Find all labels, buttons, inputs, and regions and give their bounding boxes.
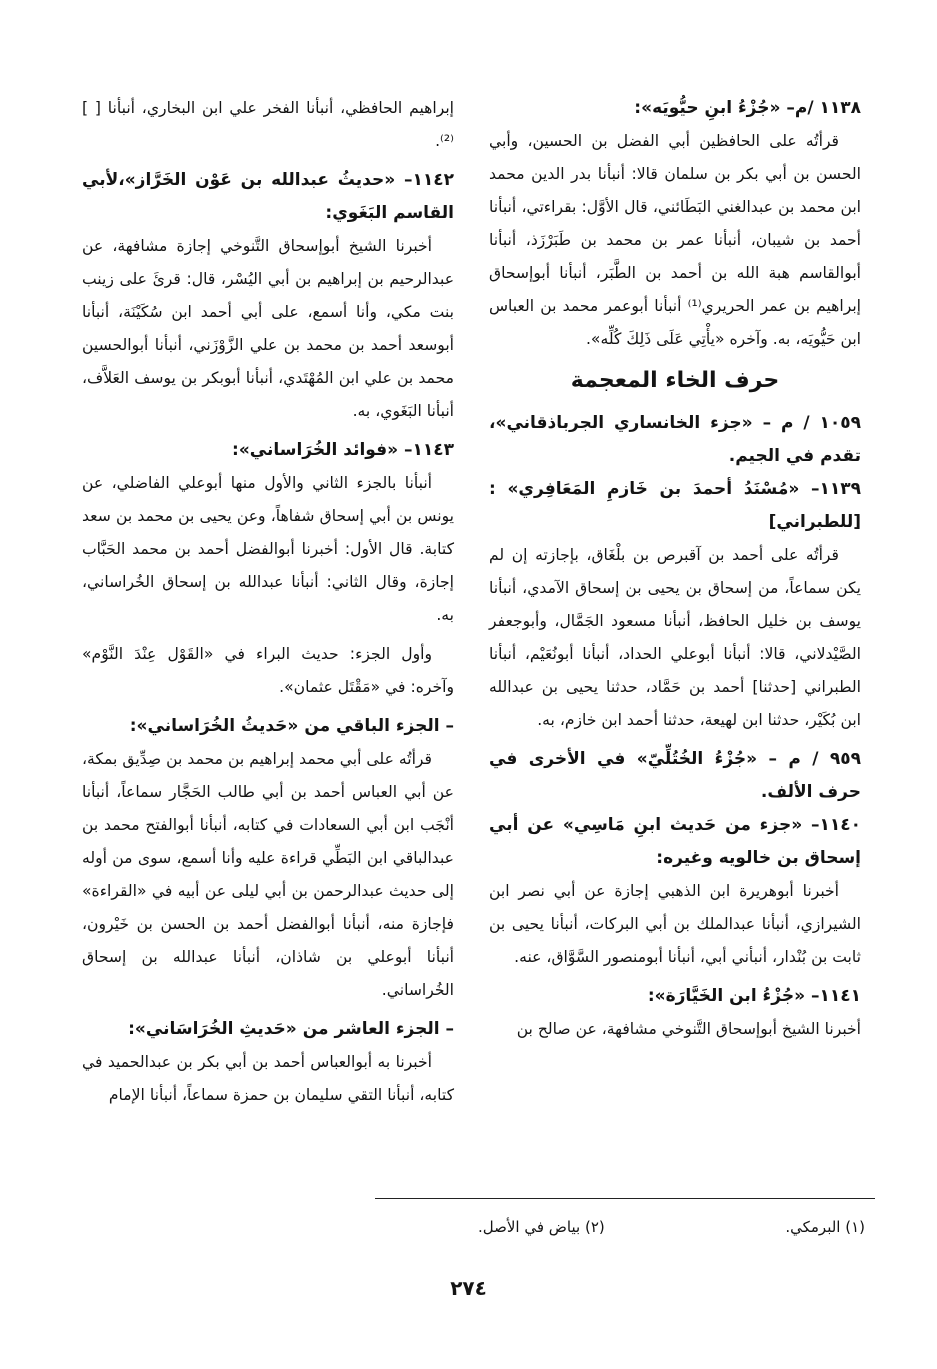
- page-number: ٢٧٤: [450, 1276, 487, 1300]
- right-column: [489, 92, 861, 1052]
- entry-1141-text: أخبرنا الشيخ أبوإسحاق التَّنوخي مشافهة، عن صالح بن: [516, 1020, 861, 1038]
- entry-1140-text: أخبرنا أبوهريرة ابن الذهبي إجازة عن أبي نصر ابن الشيرازي، أنبأنا عبدالملك بن أبي البركات، أنبأنا يحيى بن ثابت بن بُنْدار، أنبأني أبي، أنبأنا أبومنصور السَّوَّاق، عنه.: [489, 882, 861, 966]
- entry-1141-title: ١١٤١– «جُزْءُ ابن الخَيَّارَة»:: [647, 986, 861, 1006]
- part-baqi-text: قرأتُه على أبي محمد إبراهيم بن محمد بن صِدِّيق بمكة، عن أبي العباس أحمد بن أبي طالب الحَجَّار سماعاً، أنبأنا أنْجَب ابن أبي السعادات في كتابه، أنبأنا أبوالفتح محمد بن عبدالباقي ابن البَطِّي قراءة عليه وأنا أسمع، سوى من أوله إلى حديث عبدالرحمن بن أبي ليلى عن أبيه في «القراءة» فإجازة منه، أنبأنا أبوالفضل أحمد بن الحسن بن خَيْرون، أنبأنا أبوعلي بن شاذان، أنبأنا عبدالله بن إسحاق الخُراساني.: [82, 750, 454, 999]
- entry-1143-title: ١١٤٣– «فوائد الخُرَاساني»:: [232, 440, 454, 460]
- entry-1142-title: ١١٤٢– «حديثُ عبدالله بن عَوْن الخَرَّاز»،لأبي القاسم البَغَوي:: [82, 170, 454, 223]
- entry-1138-text: قرأتُه على الحافظين أبي الفضل بن الحسين، وأبي الحسن بن أبي بكر بن سلمان قالا: أنبأنا بدر الدين محمد ابن محمد بن عبدالغني البَطَائني، قال الأوَّل: بقراءتي، أنبأنا أحمد بن شيبان، أنبأنا عمر بن محمد بن طَبَرْزَذ، أنبأنا أبوالقاسم هبة الله بن أحمد بن الطَّبَر، أنبأنا أبوإسحاق إبراهيم بن عمر الحريري⁽¹⁾ أنبأنا أبوعمر محمد بن العباس ابن حَيُّويَه، به. وآخره «يأْتِي عَلَى ذَلِكَ كُلِّه».: [489, 132, 861, 348]
- footnote-2: (٢) بياض في الأصل.: [478, 1218, 605, 1236]
- entry-1139-text: قرأتُه على أحمد بن آقبرص بن بلْغَاق، بإجازته إن لم يكن سماعاً، من إسحاق بن يحيى بن إسحاق الآمدي، أنبأنا يوسف بن خليل الحافظ، أنبأنا مسعود الجَمَّال، وأبوجعفر الصَّيْدلاني، قالا: أنبأنا أبوعلي الحداد، أنبأنا أبونُعَيْم، أنبأنا الطبراني [حدثنا] أحمد بن حَمَّاد، حدثنا يحيى بن عبدالله ابن بُكَيْر، حدثنا ابن لهيعة، حدثنا أحمد ابن خازم، به.: [489, 546, 861, 729]
- entry-959-title: ٩٥٩ / م – «جُزْءُ الخُتُلِّيّ» في الأخرى في حرف الألف.: [489, 749, 861, 802]
- part-ashir-text: أخبرنا به أبوالعباس أحمد بن أبي بكر بن عبدالحميد في كتابه، أنبأنا التقي سليمان بن حمزة سماعاً، أنبأنا الإمام: [82, 1053, 454, 1104]
- footnote-1: (١) البرمكي.: [785, 1218, 865, 1236]
- entry-1143-text: أنبأنا بالجزء الثاني والأول منها أبوعلي الفاضلي، عن يونس بن أبي إسحاق شفاهاً، وعن يحيى بن محمد بن سعد كتابة. قال الأول: أخبرنا أبوالفضل أحمد بن محمد الحَبَّاب إجازة، وقال الثاني: أنبأنا عبدالله بن إسحاق الخُراساني، به.: [82, 474, 454, 624]
- continuation-text: إبراهيم الحافظي، أنبأنا الفخر علي ابن البخاري، أنبأنا [ ]⁽²⁾.: [82, 99, 454, 150]
- entry-1142-text: أخبرنا الشيخ أبوإسحاق التَّنوخي إجازة مشافهة، عن عبدالرحيم بن إبراهيم بن أبي اليُسْر، قال: قرئَ على زينب بنت مكي، وأنا أسمع، على أبي أحمد ابن سُكَيْنَة، أنبأنا أبوسعد أحمد بن محمد بن علي الزَّوْزَني، أنبأنا أبوالحسين محمد بن علي ابن المُهْتَدي، أنبأنا أبوبكر بن يوسف العَلاَّف، أنبأنا البَغَوي، به.: [82, 237, 454, 420]
- entry-1143-first-words: وأول الجزء: حديث البراء في «القَوْل عِنْدَ النَّوْم» وآخره: في «مَقْتَل عثمان».: [82, 645, 454, 696]
- part-baqi-title: – الجزء الباقي من «حَديثُ الخُرَاساني»:: [129, 716, 454, 736]
- left-column: [82, 92, 454, 1118]
- entry-1059-title: ١٠٥٩ / م – «جزء الخانساري الجرباذقاني»، تقدم في الجيم.: [489, 413, 861, 466]
- entry-1139-title: ١١٣٩– «مُسْنَدُ أحمدَ بن خَازمِ المَعَافِري» : [للطبراني]: [489, 479, 861, 532]
- section-heading: حرف الخاء المعجمة: [570, 368, 780, 393]
- entry-1140-title: ١١٤٠– «جزء من حَديث ابنِ مَاسِي» عن أبي إسحاق بن خالويه وغيره:: [489, 815, 861, 868]
- part-ashir-title: – الجزء العاشر من «حَديثِ الخُرَاسَاني»:: [128, 1019, 454, 1039]
- entry-1138-title: ١١٣٨ /م– «جُزْءُ ابنِ حيُّويَه»:: [634, 98, 861, 118]
- footnote-divider: [375, 1198, 875, 1199]
